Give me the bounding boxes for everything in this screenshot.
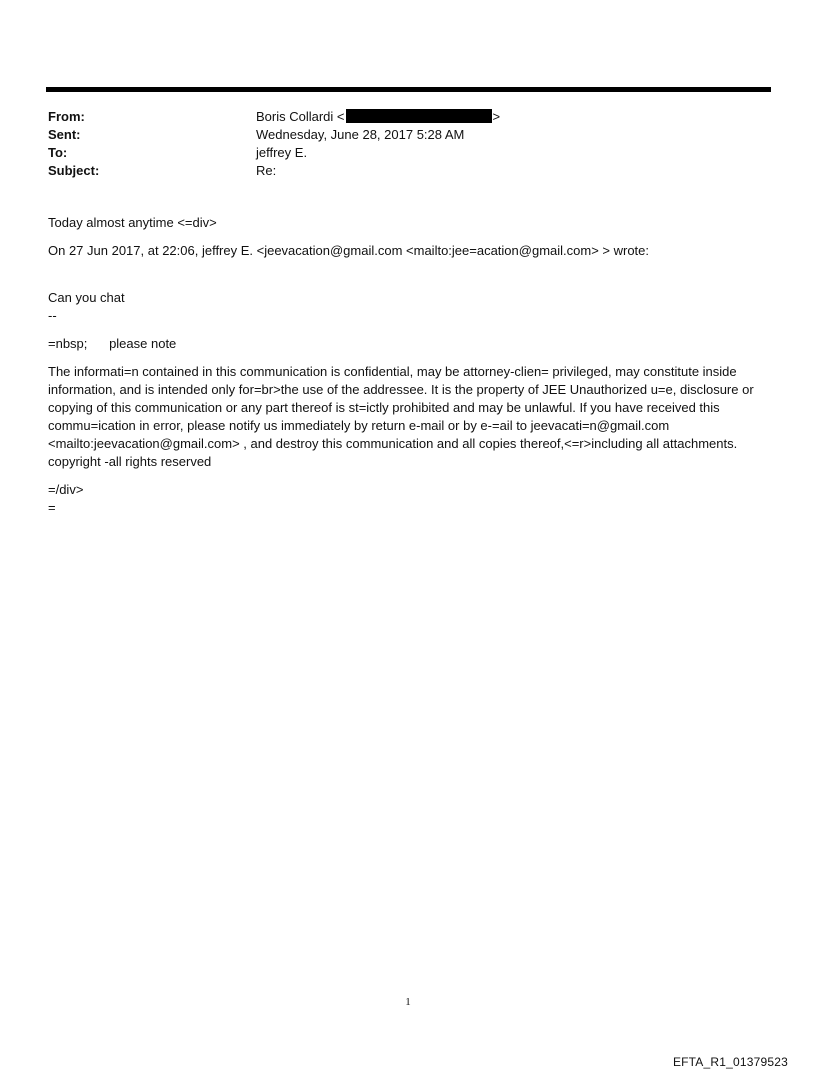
to-value: jeffrey E. (256, 145, 308, 160)
disclaimer-paragraph: The informati=n contained in this communication is confidential, may be attorney-clien= privileged, may constitute inside information, and is intended only for=br>the use of the addressee. It is the property of JEE Unauthorized u=e, disclosure or copying of this communication or any part thereof is st=ictly prohibited and may be unlawful. If you have received this commu=ication in error, please notify us immediately by return e-mail or by e-=ail to jeevacati=n@gmail.com <mailto:jeevacation@gmail.com> , and destroy this communication and all copies thereof,<=r>including all attachments. copyright -all rights reserved (48, 364, 758, 469)
signature-separator: -- (48, 308, 57, 323)
sent-label: Sent: (48, 127, 81, 142)
redaction-bar (346, 109, 492, 123)
subject-value: Re: (256, 163, 277, 178)
from-value (256, 108, 500, 126)
to-label: To: (48, 145, 68, 160)
subject-label: Subject: (48, 163, 100, 178)
chat-line: Can you chat (48, 290, 125, 305)
sent-row (48, 126, 748, 144)
page-number: 1 (405, 996, 411, 1008)
closing-div-line: =/div> (48, 482, 84, 497)
document-id: EFTA_R1_01379523 (672, 1055, 788, 1069)
from-label: From: (48, 109, 85, 124)
email-header (48, 108, 748, 180)
from-row (48, 108, 748, 126)
email-body (48, 214, 763, 517)
quote-header: On 27 Jun 2017, at 22:06, jeffrey E. <jeevacation@gmail.com <mailto:jee=acation@gmail.com> > wrote: (48, 243, 650, 258)
header-divider (46, 87, 771, 92)
closing-eq-line: = (48, 500, 56, 515)
subject-row (48, 162, 748, 180)
from-close: > (492, 109, 501, 124)
to-row (48, 144, 748, 162)
from-name: Boris Collardi < (256, 109, 345, 124)
reply-line: Today almost anytime <=div> (48, 215, 217, 230)
note-line: =nbsp; please note (48, 336, 177, 351)
sent-value: Wednesday, June 28, 2017 5:28 AM (256, 127, 465, 142)
